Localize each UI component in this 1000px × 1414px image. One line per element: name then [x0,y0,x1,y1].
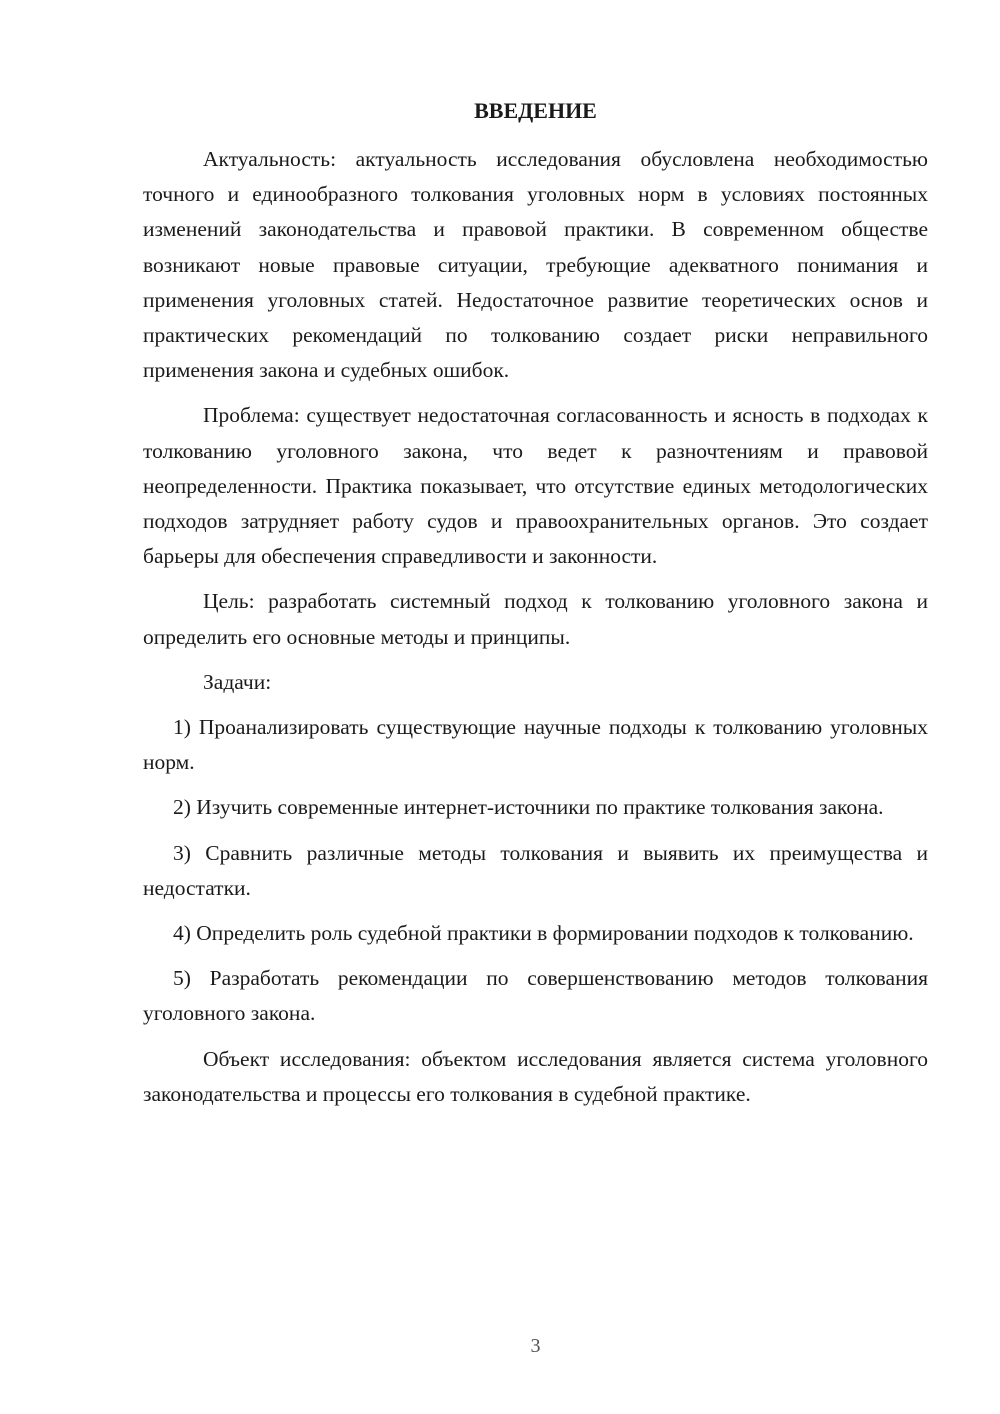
paragraph-object: Объект исследования: объектом исследования является система уголовного законодательства и процессы его толкования в судебной практике. [143,1046,928,1106]
paragraph-problem: Проблема: существует недостаточная согласованность и ясность в подходах к толкованию уголовного закона, что ведет к разночтениям и правовой неопределенности. Практика показывает, что отсутствие единых методологических подходов затрудняет работу судов и правоохранительных органов. Это создает барьеры для обеспечения справедливости и законности. [143,403,928,569]
page-number: 3 [530,1335,541,1357]
paragraph-goal: Цель: разработать системный подход к толкованию уголовного закона и определить его основные методы и принципы. [143,589,928,649]
body-text [143,142,928,1122]
paragraph-tasks-heading: Задачи: [203,669,272,694]
task-item-1: 1) Проанализировать существующие научные подходы к толкованию уголовных норм. [143,715,928,775]
task-item-5: 5) Разработать рекомендации по совершенствованию методов толкования уголовного закона. [143,966,928,1026]
section-title: ВВЕДЕНИЕ [474,98,597,123]
task-item-4: 4) Определить роль судебной практики в формировании подходов к толкованию. [173,921,914,946]
paragraph-relevance: Актуальность: актуальность исследования обусловлена необходимостью точного и единообразного толкования уголовных норм в условиях постоянных изменений законодательства и правовой практики. В современном обществе возникают новые правовые ситуации, требующие адекватного понимания и применения уголовных статей. Недостаточное развитие теоретических основ и практических рекомендаций по толкованию создает риски неправильного применения закона и судебных ошибок. [143,147,928,383]
task-item-3: 3) Сравнить различные методы толкования и выявить их преимущества и недостатки. [143,840,928,900]
task-item-2: 2) Изучить современные интернет-источники по практике толкования закона. [173,795,884,820]
